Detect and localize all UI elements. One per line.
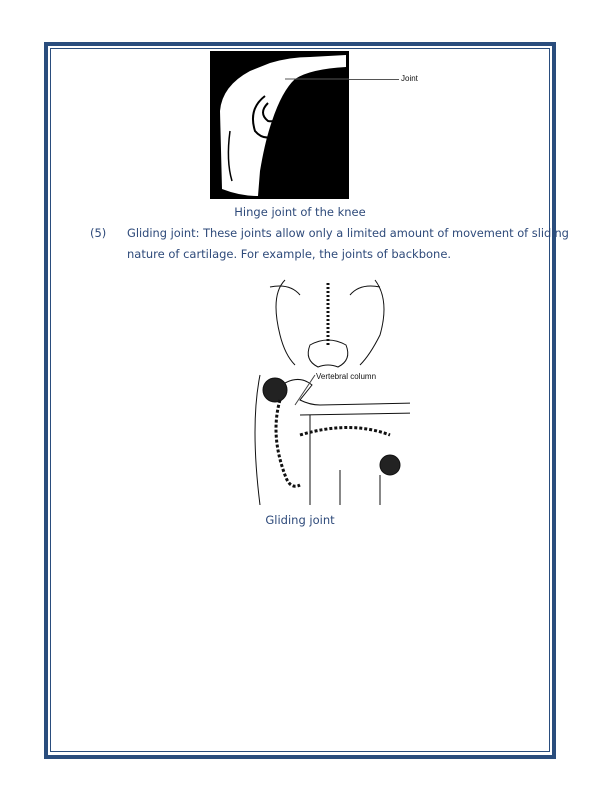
vertebral-column-illustration — [240, 275, 410, 505]
knee-joint-illustration — [210, 51, 349, 199]
figure1-caption: Hinge joint of the knee — [234, 205, 366, 219]
item-number: (5) — [90, 226, 107, 240]
vertebral-column-label: Vertebral column — [316, 372, 377, 381]
joint-label: Joint — [401, 74, 418, 83]
item-text-line2: nature of cartilage. For example, the joints of backbone. — [127, 247, 452, 261]
item-text-line1: Gliding joint: These joints allow only a limited amount of movement of sliding — [127, 226, 569, 240]
figure2-caption: Gliding joint — [265, 513, 335, 527]
joint-pointer-line — [349, 78, 399, 81]
